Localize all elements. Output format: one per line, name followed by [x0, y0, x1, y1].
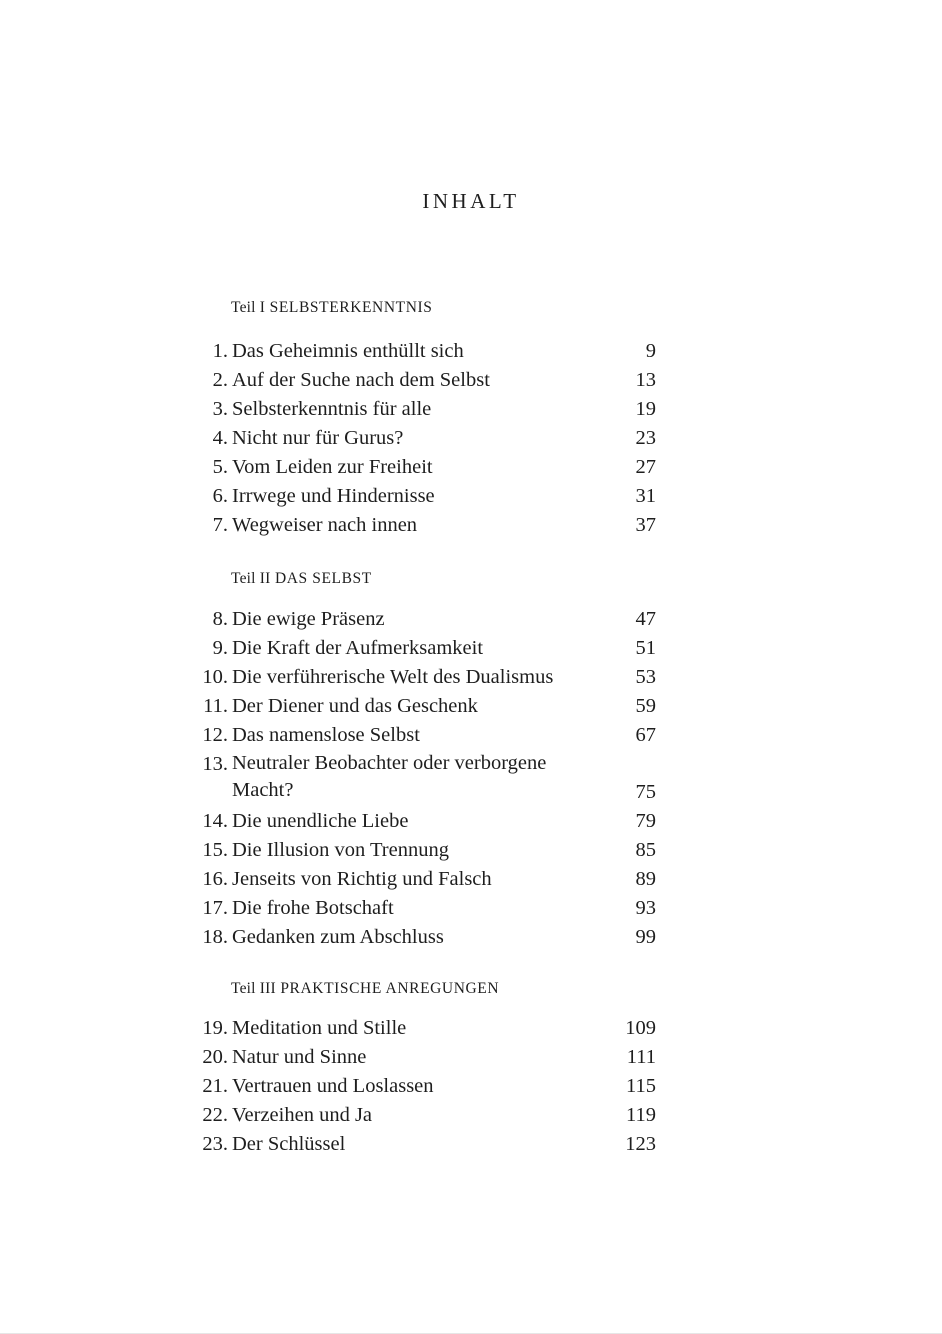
- entry-number: 1.: [212, 340, 228, 362]
- toc-entry[interactable]: [190, 865, 660, 894]
- entry-title: Die frohe Botschaft: [232, 897, 394, 919]
- entry-title: Vom Leiden zur Freiheit: [232, 456, 433, 478]
- toc-entry[interactable]: [190, 1043, 660, 1072]
- entry-number: 17.: [202, 897, 228, 919]
- entry-page: 123: [625, 1133, 656, 1155]
- toc-entry[interactable]: [190, 1072, 660, 1101]
- toc-entry[interactable]: [190, 1014, 660, 1043]
- entry-title: Die Kraft der Aufmerksamkeit: [232, 637, 484, 659]
- entry-page: 119: [626, 1104, 656, 1126]
- toc-list-part-2: [190, 605, 660, 952]
- toc-entry[interactable]: [190, 453, 660, 482]
- toc-entry[interactable]: [190, 750, 660, 807]
- entry-title: Der Schlüssel: [232, 1133, 346, 1155]
- toc-entry[interactable]: [190, 894, 660, 923]
- entry-page: 19: [635, 398, 656, 420]
- entry-number: 2.: [212, 369, 228, 391]
- entry-page: 31: [635, 485, 656, 507]
- entry-title: Verzeihen und Ja: [232, 1104, 373, 1126]
- entry-title: Die ewige Präsenz: [232, 608, 385, 630]
- page-title: INHALT: [422, 189, 520, 213]
- toc-entry[interactable]: [190, 807, 660, 836]
- toc-entry[interactable]: [190, 692, 660, 721]
- entry-title: Nicht nur für Gurus?: [232, 427, 404, 449]
- entry-title: Der Diener und das Geschenk: [232, 695, 478, 717]
- entry-title: Jenseits von Richtig und Falsch: [232, 868, 492, 890]
- entry-number: 10.: [202, 666, 228, 688]
- entry-page: 79: [635, 810, 656, 832]
- toc-entry[interactable]: [190, 424, 660, 453]
- entry-title: Selbsterkenntnis für alle: [232, 398, 432, 420]
- entry-number: 3.: [212, 398, 228, 420]
- toc-entry[interactable]: [190, 1101, 660, 1130]
- part-name: SELBSTERKENNTNIS: [269, 299, 433, 316]
- entry-number: 16.: [202, 868, 228, 890]
- entry-page: 93: [635, 897, 656, 919]
- entry-title: Das namenslose Selbst: [232, 724, 420, 746]
- entry-number: 22.: [202, 1104, 228, 1126]
- toc-entry[interactable]: [190, 511, 660, 540]
- entry-page: 85: [635, 839, 656, 861]
- entry-page: 89: [635, 868, 656, 890]
- part-heading-3: [231, 979, 499, 999]
- part-name: PRAKTISCHE ANREGUNGEN: [280, 980, 500, 997]
- toc-entry[interactable]: [190, 923, 660, 952]
- toc-entry[interactable]: [190, 721, 660, 750]
- entry-number: 5.: [212, 456, 228, 478]
- entry-page: 27: [635, 456, 656, 478]
- entry-number: 18.: [202, 926, 228, 948]
- part-name: DAS SELBST: [274, 570, 372, 587]
- toc-entry[interactable]: [190, 663, 660, 692]
- entry-page: 13: [635, 369, 656, 391]
- entry-page: 47: [635, 608, 656, 630]
- entry-page: 99: [635, 926, 656, 948]
- entry-page: 37: [635, 514, 656, 536]
- entry-number: 21.: [202, 1075, 228, 1097]
- entry-page: 67: [635, 724, 656, 746]
- entry-title: Natur und Sinne: [232, 1046, 367, 1068]
- entry-number: 14.: [202, 810, 228, 832]
- entry-number: 20.: [202, 1046, 228, 1068]
- entry-page: 59: [635, 695, 656, 717]
- entry-number: 23.: [202, 1133, 228, 1155]
- toc-entry[interactable]: [190, 337, 660, 366]
- entry-number: 11.: [203, 695, 228, 717]
- toc-list-part-3: [190, 1014, 660, 1159]
- entry-number: 8.: [212, 608, 228, 630]
- entry-page: 109: [625, 1017, 656, 1039]
- part-label: Teil III: [231, 980, 276, 997]
- toc-entry[interactable]: [190, 605, 660, 634]
- entry-page: 75: [635, 781, 656, 803]
- entry-number: 6.: [212, 485, 228, 507]
- entry-number: 9.: [212, 637, 228, 659]
- part-label: Teil II: [231, 570, 271, 587]
- toc-entry[interactable]: [190, 395, 660, 424]
- toc-entry[interactable]: [190, 482, 660, 511]
- entry-page: 111: [626, 1046, 656, 1068]
- entry-title: Gedanken zum Abschluss: [232, 926, 444, 948]
- entry-page: 51: [635, 637, 656, 659]
- part-label: Teil I: [231, 299, 266, 316]
- part-heading-2: [231, 569, 372, 589]
- entry-number: 13.: [202, 753, 228, 775]
- entry-number: 4.: [212, 427, 228, 449]
- entry-title: Wegweiser nach innen: [232, 514, 418, 536]
- part-heading-1: [231, 298, 433, 318]
- entry-title: Die unendliche Liebe: [232, 810, 409, 832]
- entry-page: 115: [626, 1075, 656, 1097]
- entry-page: 23: [635, 427, 656, 449]
- entry-title: Die Illusion von Trennung: [232, 839, 449, 861]
- entry-title: Vertrauen und Loslassen: [232, 1075, 434, 1097]
- toc-entry[interactable]: [190, 366, 660, 395]
- entry-title: Das Geheimnis enthüllt sich: [232, 340, 464, 362]
- entry-title: Meditation und Stille: [232, 1017, 407, 1039]
- entry-title: Neutraler Beobachter oder verborgene Macht?: [232, 752, 547, 801]
- toc-list-part-1: [190, 337, 660, 540]
- entry-number: 19.: [202, 1017, 228, 1039]
- entry-title: Auf der Suche nach dem Selbst: [232, 369, 490, 391]
- entry-number: 12.: [202, 724, 228, 746]
- entry-number: 7.: [212, 514, 228, 536]
- entry-title: Irrwege und Hindernisse: [232, 485, 435, 507]
- toc-entry[interactable]: [190, 1130, 660, 1159]
- entry-page: 9: [645, 340, 656, 362]
- entry-number: 15.: [202, 839, 228, 861]
- entry-page: 53: [635, 666, 656, 688]
- toc-entry[interactable]: [190, 836, 660, 865]
- toc-entry[interactable]: [190, 634, 660, 663]
- entry-title: Die verführerische Welt des Dualismus: [232, 666, 554, 688]
